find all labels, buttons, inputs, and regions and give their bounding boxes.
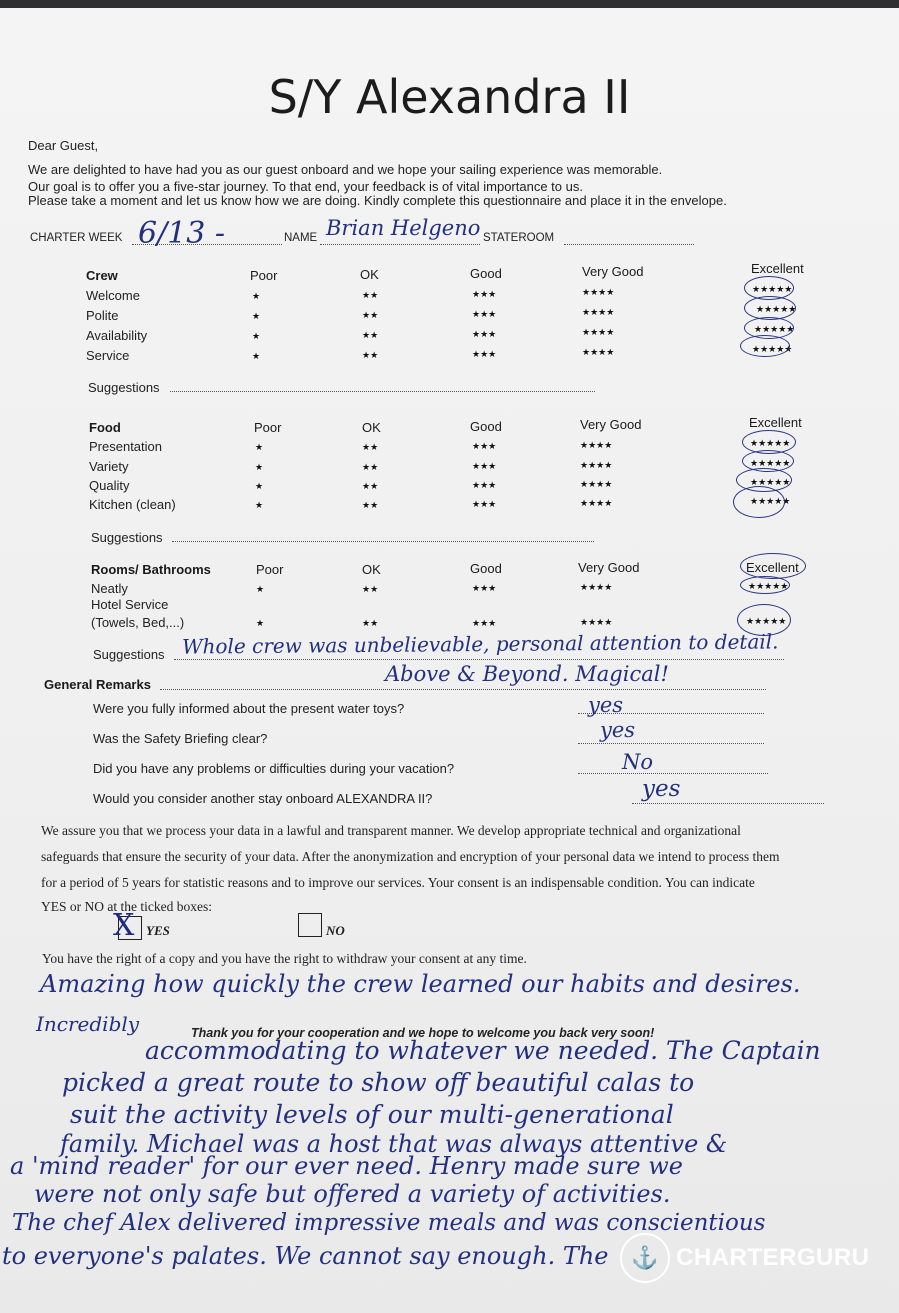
note-line-4: picked a great route to show off beautiful calas to (62, 1068, 695, 1097)
food-quality-very-good-option[interactable]: ★★★★ (580, 479, 613, 489)
rooms-neatly-good-option[interactable]: ★★★ (472, 583, 497, 593)
crew-availability-very-good-option[interactable]: ★★★★ (582, 327, 615, 337)
crew-welcome-good-option[interactable]: ★★★ (472, 289, 497, 299)
privacy-line-3: for a period of 5 years for statistic reasons and to improve our services. Your consent is an indispensable condition. You can indicate (41, 875, 755, 890)
note-line-10: to everyone's palates. We cannot say enough. The (2, 1242, 609, 1270)
food-variety-good-option[interactable]: ★★★ (472, 461, 497, 471)
answer-line-safety-briefing (578, 743, 764, 744)
food-item-variety: Variety (89, 459, 129, 474)
charterguru-watermark (620, 1233, 870, 1283)
crew-service-good-option[interactable]: ★★★ (472, 349, 497, 359)
crew-item-availability: Availability (86, 328, 148, 343)
crew-service-poor-option[interactable]: ★ (252, 351, 261, 361)
rooms-hotel-poor-option[interactable]: ★ (256, 618, 265, 628)
withdraw-text: You have the right of a copy and you have the right to withdraw your consent at any time. (42, 951, 527, 966)
answer-line-problems (578, 773, 768, 774)
food-variety-excellent-option[interactable]: ★★★★★ (750, 458, 791, 468)
food-col-poor: Poor (254, 420, 282, 435)
crew-availability-good-option[interactable]: ★★★ (472, 329, 497, 339)
stateroom-line[interactable] (564, 244, 694, 245)
page-title: S/Y Alexandra II (268, 70, 631, 124)
stateroom-label: STATEROOM (483, 232, 555, 244)
note-line-9: The chef Alex delivered impressive meals and was conscientious (12, 1210, 766, 1236)
crew-service-ok-option[interactable]: ★★ (362, 350, 379, 360)
rooms-item-hotel-service: Hotel Service (91, 597, 169, 612)
rooms-neatly-poor-option[interactable]: ★ (256, 584, 265, 594)
note-line-2: Incredibly (36, 1012, 140, 1036)
rooms-col-ok: OK (362, 562, 381, 577)
salutation: Dear Guest, (28, 138, 99, 153)
crew-col-excellent: Excellent (751, 261, 804, 276)
food-kitchen-good-option[interactable]: ★★★ (472, 499, 497, 509)
note-line-1: Amazing how quickly the crew learned our habits and desires. (40, 970, 801, 998)
rooms-item-neatly: Neatly (91, 581, 128, 596)
rooms-hotel-ok-option[interactable]: ★★ (362, 618, 379, 628)
consent-yes-checkmark: X (113, 908, 135, 943)
rooms-neatly-ok-option[interactable]: ★★ (362, 584, 379, 594)
rooms-suggestions-label: Suggestions (93, 647, 165, 662)
rooms-suggestion-value[interactable]: Whole crew was unbelievable, personal attention to detail. (181, 629, 779, 659)
crew-col-ok: OK (360, 267, 379, 282)
crew-item-polite: Polite (86, 308, 119, 323)
crew-item-welcome: Welcome (86, 288, 140, 303)
food-quality-ok-option[interactable]: ★★ (362, 481, 379, 491)
crew-welcome-excellent-option[interactable]: ★★★★★ (752, 284, 793, 294)
intro-line-3: Please take a moment and let us know how we are doing. Kindly complete this questionnaire and place it in the envelope. (28, 193, 727, 208)
food-presentation-ok-option[interactable]: ★★ (362, 442, 379, 452)
crew-col-poor: Poor (250, 268, 278, 283)
answer-safety-briefing[interactable]: yes (600, 718, 636, 742)
crew-polite-poor-option[interactable]: ★ (252, 311, 261, 321)
crew-item-service: Service (86, 348, 130, 363)
rooms-section-title: Rooms/ Bathrooms (91, 562, 211, 577)
thanks-text: Thank you for your cooperation and we hope to welcome you back very soon! (191, 1026, 655, 1040)
note-line-3: accommodating to whatever we needed. The Captain (145, 1036, 821, 1065)
note-line-6: family. Michael was a host that was always attentive & (60, 1130, 728, 1158)
anchor-icon: ⚓ (620, 1233, 670, 1283)
note-line-7: a 'mind reader' for our ever need. Henry made sure we (10, 1152, 683, 1180)
crew-section-title: Crew (86, 268, 118, 283)
crew-service-excellent-circle (740, 335, 793, 357)
food-suggestions-label: Suggestions (91, 530, 163, 545)
crew-service-very-good-option[interactable]: ★★★★ (582, 347, 615, 357)
crew-welcome-ok-option[interactable]: ★★ (362, 290, 379, 300)
crew-service-excellent-option[interactable]: ★★★★★ (752, 344, 793, 354)
food-presentation-good-option[interactable]: ★★★ (472, 441, 497, 451)
food-item-quality: Quality (89, 478, 130, 493)
food-suggestions-line[interactable] (172, 541, 594, 542)
crew-suggestions-line[interactable] (170, 391, 595, 392)
food-kitchen-very-good-option[interactable]: ★★★★ (580, 498, 613, 508)
crew-polite-good-option[interactable]: ★★★ (472, 309, 497, 319)
food-variety-poor-option[interactable]: ★ (255, 462, 264, 472)
crew-polite-ok-option[interactable]: ★★ (362, 310, 379, 320)
rooms-hotel-good-option[interactable]: ★★★ (472, 618, 497, 628)
food-item-presentation: Presentation (89, 439, 162, 454)
question-water-toys: Were you fully informed about the present water toys? (93, 701, 405, 716)
crew-availability-excellent-option[interactable]: ★★★★★ (754, 324, 795, 334)
food-kitchen-excellent-circle (733, 486, 785, 518)
note-line-5: suit the activity levels of our multi-generational (70, 1100, 674, 1129)
charter-week-value[interactable]: 6/13 - (138, 216, 226, 251)
crew-col-very-good: Very Good (582, 264, 644, 279)
page-top-edge (0, 0, 899, 8)
privacy-line-2: safeguards that ensure the security of your data. After the anonymization and encryption of your personal data we intend to process them (41, 849, 780, 864)
consent-yes-label: YES (146, 923, 170, 938)
answer-water-toys[interactable]: yes (588, 693, 624, 717)
crew-availability-poor-option[interactable]: ★ (252, 331, 261, 341)
food-col-excellent: Excellent (749, 415, 802, 430)
question-safety-briefing: Was the Safety Briefing clear? (93, 731, 268, 746)
rooms-neatly-very-good-option[interactable]: ★★★★ (580, 582, 613, 592)
food-col-good: Good (470, 419, 502, 434)
rooms-col-good: Good (470, 561, 502, 576)
rooms-item-towels-bed: (Towels, Bed,...) (91, 615, 185, 630)
crew-welcome-poor-option[interactable]: ★ (252, 291, 261, 301)
note-line-8: were not only safe but offered a variety of activities. (34, 1180, 671, 1208)
rooms-col-poor: Poor (256, 562, 284, 577)
answer-problems[interactable]: No (622, 750, 654, 774)
general-remarks-value[interactable]: Above & Beyond. Magical! (385, 662, 669, 686)
crew-suggestions-label: Suggestions (88, 380, 160, 395)
general-remarks-line (160, 689, 766, 690)
intro-line-2: Our goal is to offer you a five-star journey. To that end, your feedback is of vital importance to us. (28, 179, 583, 194)
privacy-line-4: YES or NO at the ticked boxes: (41, 899, 212, 914)
name-label: NAME (284, 232, 318, 244)
crew-polite-very-good-option[interactable]: ★★★★ (582, 307, 615, 317)
rooms-header-excellent-circle (740, 553, 806, 579)
rooms-neatly-excellent-option[interactable]: ★★★★★ (748, 581, 789, 591)
rooms-hotel-excellent-option[interactable]: ★★★★★ (746, 616, 787, 626)
consent-no-checkbox[interactable] (298, 913, 322, 937)
food-item-kitchen: Kitchen (clean) (89, 497, 176, 512)
crew-welcome-very-good-option[interactable]: ★★★★ (582, 287, 615, 297)
answer-another-stay[interactable]: yes (642, 776, 681, 802)
rooms-col-very-good: Very Good (578, 560, 640, 575)
privacy-line-1: We assure you that we process your data in a lawful and transparent manner. We develop appropriate technical and organizational (41, 823, 741, 838)
consent-no-label: NO (326, 923, 345, 938)
food-variety-very-good-option[interactable]: ★★★★ (580, 460, 613, 470)
food-quality-poor-option[interactable]: ★ (255, 481, 264, 491)
crew-availability-ok-option[interactable]: ★★ (362, 330, 379, 340)
food-kitchen-poor-option[interactable]: ★ (255, 500, 264, 510)
rooms-col-excellent: Excellent (746, 560, 799, 575)
food-quality-excellent-option[interactable]: ★★★★★ (750, 477, 791, 487)
food-presentation-excellent-option[interactable]: ★★★★★ (750, 438, 791, 448)
food-section-title: Food (89, 420, 121, 435)
watermark-text: CHARTERGURU (676, 1244, 870, 1271)
crew-polite-excellent-option[interactable]: ★★★★★ (756, 304, 797, 314)
answer-line-another-stay (632, 803, 824, 804)
food-quality-good-option[interactable]: ★★★ (472, 480, 497, 490)
food-col-very-good: Very Good (580, 417, 642, 432)
general-remarks-label: General Remarks (44, 677, 151, 692)
name-line (320, 244, 480, 245)
food-col-ok: OK (362, 420, 381, 435)
rooms-suggestions-line (174, 659, 784, 660)
rooms-hotel-very-good-option[interactable]: ★★★★ (580, 617, 613, 627)
charter-week-label: CHARTER WEEK (30, 232, 123, 244)
intro-line-1: We are delighted to have had you as our guest onboard and we hope your sailing experience was memorable. (28, 162, 663, 177)
question-problems: Did you have any problems or difficulties during your vacation? (93, 761, 455, 776)
rooms-neatly-excellent-circle (740, 576, 790, 594)
food-kitchen-excellent-option[interactable]: ★★★★★ (750, 496, 791, 506)
food-presentation-poor-option[interactable]: ★ (255, 442, 264, 452)
crew-col-good: Good (470, 266, 502, 281)
name-value[interactable]: Brian Helgeno (326, 216, 481, 240)
question-another-stay: Would you consider another stay onboard ALEXANDRA II? (93, 791, 433, 806)
food-kitchen-ok-option[interactable]: ★★ (362, 500, 379, 510)
food-presentation-very-good-option[interactable]: ★★★★ (580, 440, 613, 450)
food-variety-ok-option[interactable]: ★★ (362, 462, 379, 472)
